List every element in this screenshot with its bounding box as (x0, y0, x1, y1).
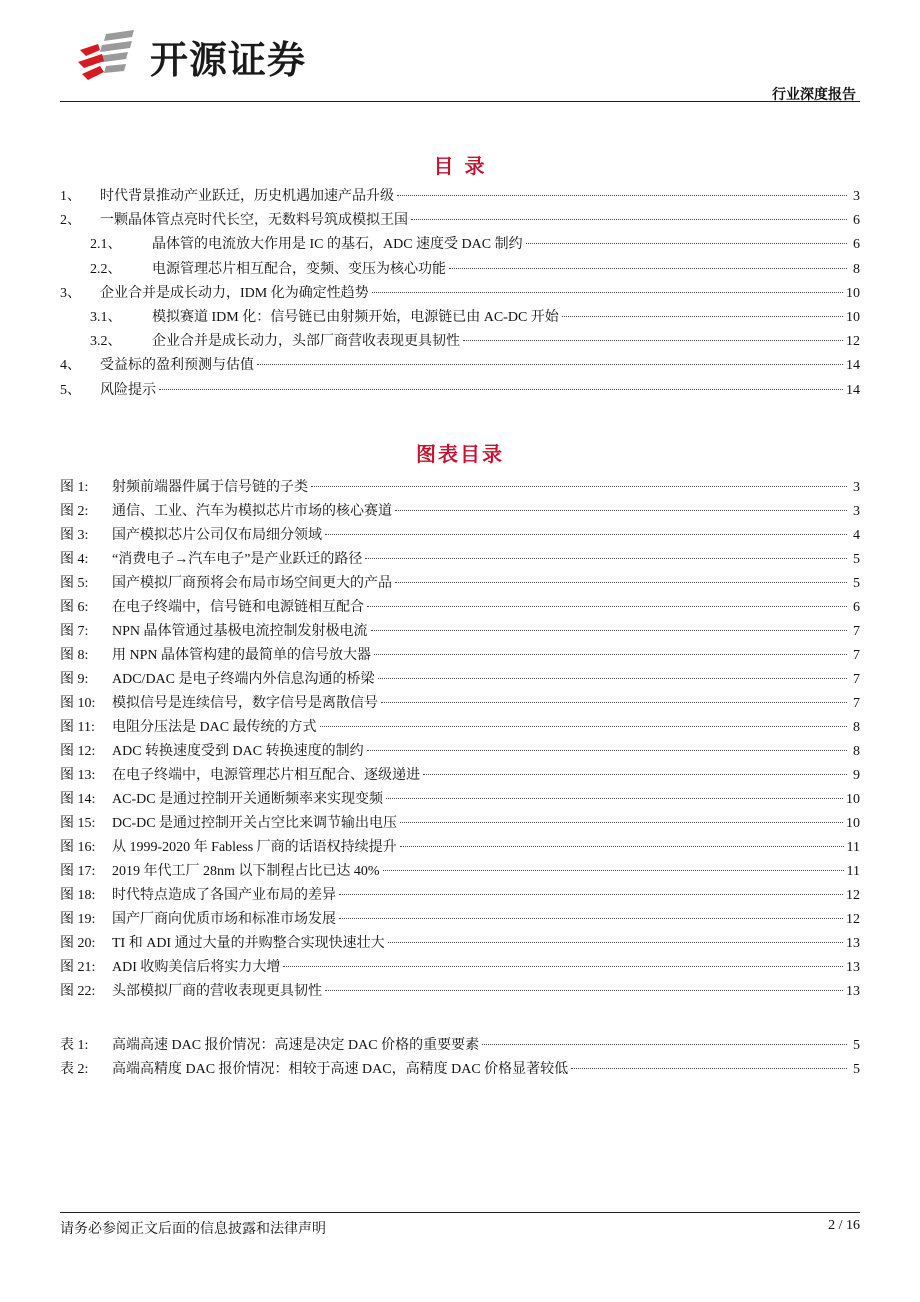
figure-entry[interactable] (60, 860, 860, 884)
dot-leader (372, 292, 843, 293)
toc-entry[interactable] (60, 282, 860, 306)
toc-entry-page: 6 (853, 237, 860, 253)
dot-leader (159, 389, 843, 390)
dot-leader (367, 750, 847, 751)
table-entry-number: 表 2: (60, 1062, 89, 1077)
figure-entry[interactable] (60, 596, 860, 620)
figure-entry-page: 12 (846, 912, 860, 927)
table-entry[interactable] (60, 1058, 860, 1082)
figure-entry[interactable] (60, 692, 860, 716)
figure-entry-page: 11 (846, 840, 860, 855)
dot-leader (383, 870, 844, 871)
figure-entry-title: 用 NPN 晶体管构建的最简单的信号放大器 (112, 648, 372, 663)
toc-entry-number: 2.2、 (90, 261, 122, 277)
company-logo (76, 28, 306, 84)
page-header (60, 20, 860, 104)
figure-entry-page: 7 (853, 624, 860, 639)
figure-entry[interactable] (60, 764, 860, 788)
figure-entry-title: 从 1999-2020 年 Fabless 厂商的话语权持续提升 (112, 840, 397, 855)
dot-leader (400, 846, 844, 847)
figure-entry-number: 图 12: (60, 744, 96, 759)
figure-entry[interactable] (60, 716, 860, 740)
figure-entry-title: ADC/DAC 是电子终端内外信息沟通的桥梁 (112, 672, 375, 687)
figure-entry[interactable] (60, 788, 860, 812)
dot-leader (449, 268, 847, 269)
dot-leader (395, 510, 847, 511)
figure-entry[interactable] (60, 956, 860, 980)
figure-entry[interactable] (60, 620, 860, 644)
figure-entry-title: 国产厂商向优质市场和标准市场发展 (112, 912, 336, 927)
figure-entry[interactable] (60, 908, 860, 932)
figure-entry-number: 图 20: (60, 936, 96, 951)
figure-entry-number: 图 14: (60, 792, 96, 807)
figure-entry-number: 图 13: (60, 768, 96, 783)
figure-entry-page: 11 (846, 864, 860, 879)
figure-entry-number: 图 22: (60, 984, 96, 999)
figure-entry[interactable] (60, 884, 860, 908)
footer-disclaimer: 请务必参阅正文后面的信息披露和法律声明 (60, 1222, 326, 1237)
toc-entry[interactable] (60, 233, 860, 257)
toc-entry-page: 12 (846, 334, 860, 350)
figure-entry-title: AC-DC 是通过控制开关通断频率来实现变频 (112, 792, 384, 807)
figure-entry-title: 时代特点造成了各国产业布局的差异 (112, 888, 336, 903)
toc-entry-title: 晶体管的电流放大作用是 IC 的基石，ADC 速度受 DAC 制约 (152, 237, 523, 253)
figure-entry[interactable] (60, 932, 860, 956)
toc-entry-page: 3 (853, 189, 860, 204)
dot-leader (339, 894, 843, 895)
report-type-label: 行业深度报告 (772, 87, 856, 103)
table-entry-page: 5 (853, 1038, 860, 1053)
figure-entry[interactable] (60, 500, 860, 524)
toc-entry-page: 8 (853, 261, 860, 277)
figure-entry[interactable] (60, 524, 860, 548)
dot-leader (365, 558, 847, 559)
figure-entry-page: 7 (853, 672, 860, 687)
figure-entry[interactable] (60, 740, 860, 764)
figure-entry[interactable] (60, 476, 860, 500)
figure-entry-page: 6 (853, 600, 860, 615)
dot-leader (367, 606, 847, 607)
figure-entry-page: 8 (853, 720, 860, 735)
toc-entry-title: 风险提示 (100, 382, 156, 398)
figure-entry-number: 图 6: (60, 600, 89, 615)
toc-entry[interactable] (60, 306, 860, 330)
figure-entry-title: “消费电子→汽车电子”是产业跃迁的路径 (112, 552, 363, 567)
toc-entry-number: 2.1、 (90, 237, 122, 253)
figure-entry-number: 图 15: (60, 816, 96, 831)
dot-leader (411, 219, 847, 220)
figure-list (60, 476, 860, 1004)
figure-entry[interactable] (60, 668, 860, 692)
dot-leader (374, 654, 847, 655)
figure-entry-number: 图 17: (60, 864, 96, 879)
toc-entry-title: 时代背景推动产业跃迁，历史机遇加速产品升级 (100, 189, 394, 204)
figure-entry-title: NPN 晶体管通过基极电流控制发射极电流 (112, 624, 368, 639)
figure-entry-title: 在电子终端中，信号链和电源链相互配合 (112, 600, 364, 615)
dot-leader (423, 774, 847, 775)
figure-entry-title: 2019 年代工厂 28nm 以下制程占比已达 40% (112, 864, 380, 879)
toc-entry-title: 一颗晶体管点亮时代长空，无数料号筑成模拟王国 (100, 213, 408, 229)
figure-entry-page: 8 (853, 744, 860, 759)
figure-entry-number: 图 2: (60, 504, 89, 519)
table-entry-page: 5 (853, 1062, 860, 1077)
figure-entry-number: 图 9: (60, 672, 89, 687)
toc-entry-number: 1、 (60, 189, 81, 204)
figure-entry[interactable] (60, 836, 860, 860)
toc-entry[interactable] (60, 330, 860, 354)
figure-entry-page: 7 (853, 648, 860, 663)
figure-entry-number: 图 4: (60, 552, 89, 567)
toc-entry[interactable] (60, 379, 860, 403)
figure-entry-number: 图 19: (60, 912, 96, 927)
figure-entry-title: 射频前端器件属于信号链的子类 (112, 480, 308, 495)
figure-entry-title: 模拟信号是连续信号，数字信号是离散信号 (112, 696, 378, 711)
toc-entry[interactable] (60, 258, 860, 282)
dot-leader (571, 1068, 847, 1069)
figure-entry-number: 图 10: (60, 696, 96, 711)
figure-entry-title: 国产模拟厂商预将会布局市场空间更大的产品 (112, 576, 392, 591)
figure-entry-title: 国产模拟芯片公司仅布局细分领域 (112, 528, 322, 543)
toc-entry[interactable] (60, 185, 860, 209)
figure-entry-number: 图 7: (60, 624, 89, 639)
toc-entry-title: 企业合并是成长动力，头部厂商营收表现更具韧性 (152, 334, 460, 350)
toc-list (60, 185, 860, 403)
dot-leader (397, 195, 847, 196)
figure-entry[interactable] (60, 980, 860, 1004)
toc-entry[interactable] (60, 209, 860, 233)
figure-entry-page: 10 (846, 816, 860, 831)
page-footer (60, 1218, 860, 1238)
table-entry-number: 表 1: (60, 1038, 89, 1053)
figure-entry-page: 12 (846, 888, 860, 903)
figure-entry-page: 4 (853, 528, 860, 543)
figure-entry-number: 图 11: (60, 720, 95, 735)
toc-entry-title: 受益标的盈利预测与估值 (100, 358, 254, 374)
toc-entry-page: 10 (846, 285, 860, 301)
dot-leader (283, 966, 843, 967)
toc-entry-title: 企业合并是成长动力，IDM 化为确定性趋势 (100, 285, 369, 301)
brand-name: 开源证券 (150, 37, 307, 82)
dot-leader (381, 702, 847, 703)
figure-entry-title: TI 和 ADI 通过大量的并购整合实现快速壮大 (112, 936, 385, 951)
dot-leader (526, 243, 847, 244)
dot-leader (325, 990, 843, 991)
figure-entry-page: 10 (846, 792, 860, 807)
dot-leader (388, 942, 843, 943)
dot-leader (311, 486, 847, 487)
figure-entry[interactable] (60, 548, 860, 572)
figure-entry-page: 13 (846, 936, 860, 951)
toc-entry-page: 14 (846, 382, 860, 398)
toc-entry-title: 电源管理芯片相互配合，变频、变压为核心功能 (152, 261, 446, 277)
figure-entry-page: 5 (853, 576, 860, 591)
dot-leader (371, 630, 847, 631)
figure-entry-page: 13 (846, 960, 860, 975)
toc-entry[interactable] (60, 354, 860, 378)
toc-entry-number: 5、 (60, 382, 81, 398)
toc-entry-number: 3.2、 (90, 334, 122, 350)
figure-entry[interactable] (60, 572, 860, 596)
dot-leader (482, 1044, 847, 1045)
figure-entry-title: 头部模拟厂商的营收表现更具韧性 (112, 984, 322, 999)
dot-leader (562, 316, 843, 317)
figure-entry-page: 9 (853, 768, 860, 783)
figure-entry[interactable] (60, 812, 860, 836)
toc-entry-number: 2、 (60, 213, 81, 229)
page-indicator: 2 / 16 (828, 1218, 860, 1233)
figure-entry-page: 7 (853, 696, 860, 711)
table-entry[interactable] (60, 1034, 860, 1058)
header-divider (60, 101, 860, 102)
figure-entry-number: 图 3: (60, 528, 89, 543)
table-entry-title: 高端高速 DAC 报价情况：高速是决定 DAC 价格的重要要素 (112, 1038, 480, 1053)
footer-divider (60, 1212, 860, 1213)
dot-leader (257, 364, 843, 365)
figure-entry-title: ADC 转换速度受到 DAC 转换速度的制约 (112, 744, 364, 759)
dot-leader (320, 726, 847, 727)
figure-entry[interactable] (60, 644, 860, 668)
figure-entry-title: DC-DC 是通过控制开关占空比来调节输出电压 (112, 816, 398, 831)
toc-entry-page: 14 (846, 358, 860, 374)
dot-leader (400, 822, 843, 823)
figure-entry-number: 图 8: (60, 648, 89, 663)
toc-entry-page: 6 (853, 213, 860, 229)
toc-title: 目 录 (433, 154, 487, 178)
dot-leader (325, 534, 847, 535)
figure-entry-page: 13 (846, 984, 860, 999)
dot-leader (339, 918, 843, 919)
figure-entry-page: 3 (853, 504, 860, 519)
figure-entry-page: 3 (853, 480, 860, 495)
toc-entry-title: 模拟赛道 IDM 化：信号链已由射频开始，电源链已由 AC-DC 开始 (152, 309, 559, 325)
table-list (60, 1034, 860, 1082)
figure-entry-number: 图 18: (60, 888, 96, 903)
dot-leader (463, 340, 843, 341)
dot-leader (395, 582, 847, 583)
toc-entry-number: 4、 (60, 358, 81, 374)
figure-entry-title: 通信、工业、汽车为模拟芯片市场的核心赛道 (112, 504, 392, 519)
dot-leader (386, 798, 843, 799)
toc-entry-number: 3、 (60, 285, 81, 301)
figure-entry-number: 图 5: (60, 576, 89, 591)
dot-leader (378, 678, 847, 679)
figure-entry-number: 图 16: (60, 840, 96, 855)
figures-title: 图表目录 (416, 442, 504, 466)
toc-entry-number: 3.1、 (90, 309, 122, 325)
toc-entry-page: 10 (846, 309, 860, 325)
figure-entry-title: 在电子终端中，电源管理芯片相互配合、逐级递进 (112, 768, 420, 783)
figure-entry-number: 图 1: (60, 480, 89, 495)
kaiyuan-logo-icon (76, 28, 138, 84)
figure-entry-number: 图 21: (60, 960, 96, 975)
figure-entry-page: 5 (853, 552, 860, 567)
figure-entry-title: 电阻分压法是 DAC 最传统的方式 (112, 720, 317, 735)
table-entry-title: 高端高精度 DAC 报价情况：相较于高速 DAC，高精度 DAC 价格显著较低 (112, 1062, 569, 1077)
figure-entry-title: ADI 收购美信后将实力大增 (112, 960, 281, 975)
